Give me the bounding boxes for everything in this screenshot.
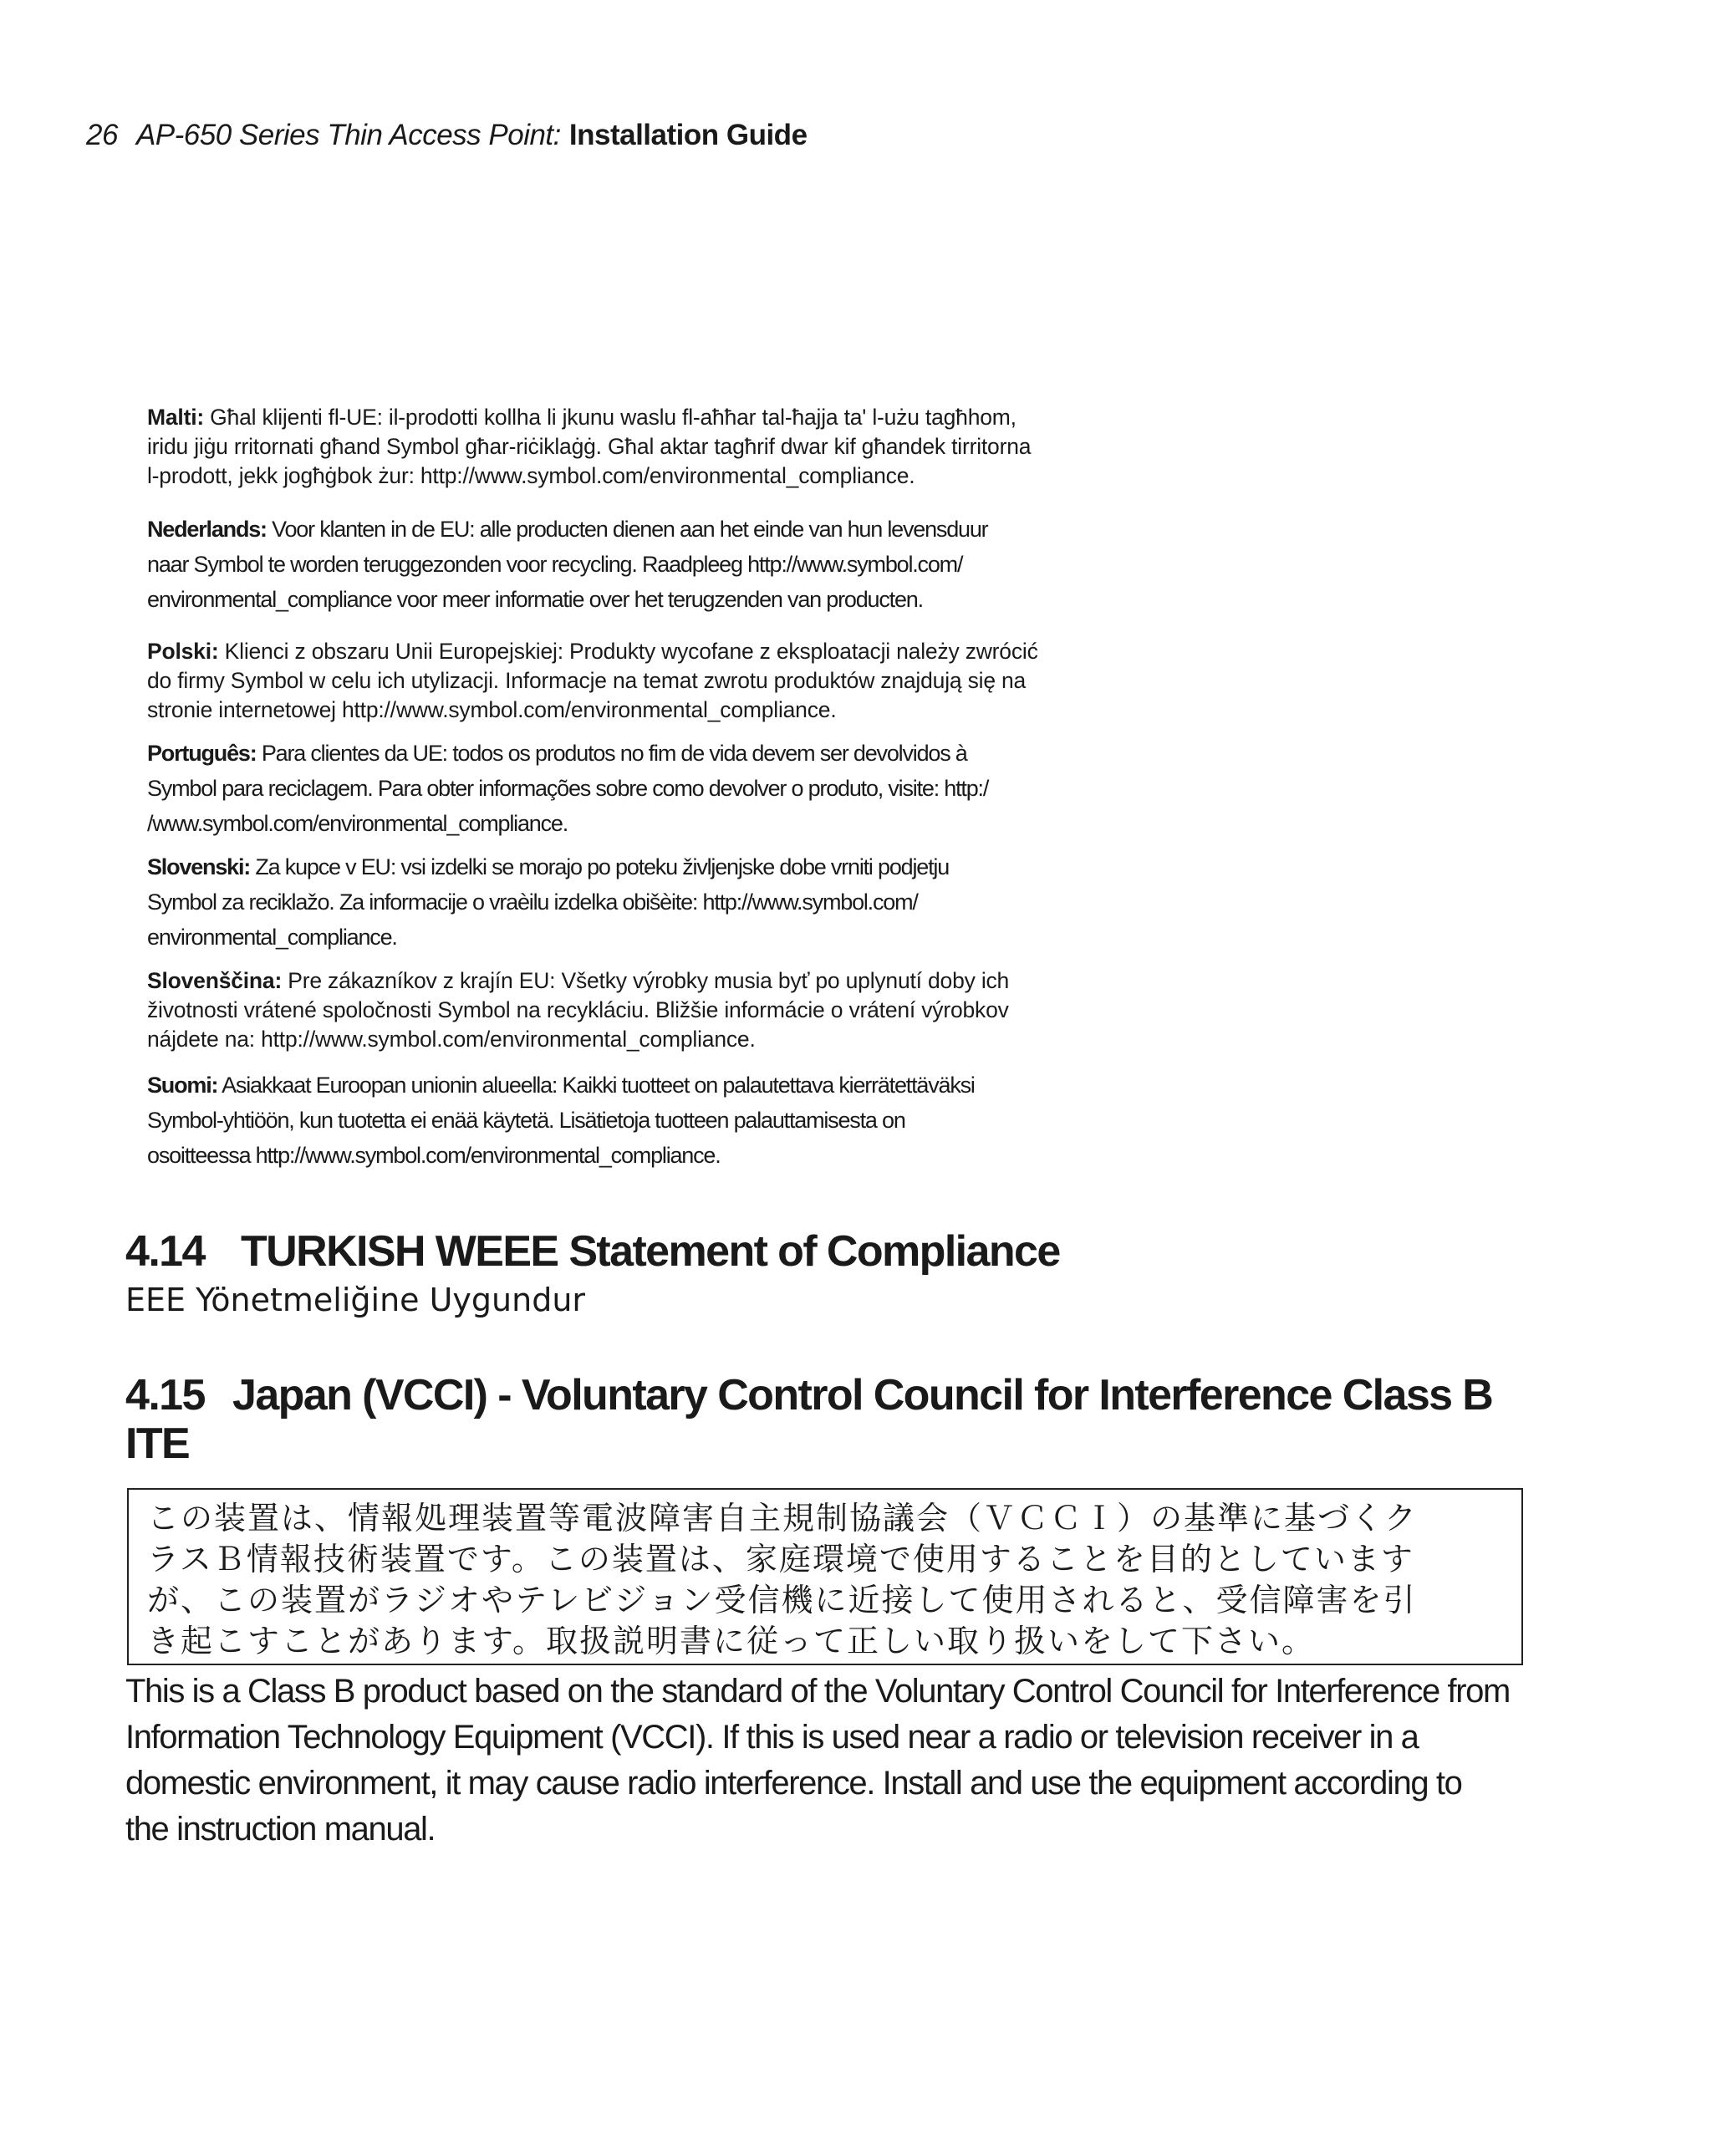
weee-slovenski-paragraph: Slovenski: Za kupce v EU: vsi izdelki se morajo po poteku življenjske dobe vrniti podjetju Symbol za reciklažo. Za informacije o vraèilu izdelka obišèite: http://www.symbol.com/ environmental_compliance.: [147, 854, 950, 950]
language-label: Slovenščina:: [147, 968, 283, 993]
language-label: Suomi:: [147, 1073, 218, 1098]
section-title-continued: ITE: [125, 1419, 190, 1468]
section-4-14-heading: [125, 1227, 1530, 1276]
language-label: Polski:: [147, 639, 219, 664]
japanese-line: き起こすことがあります。取扱説明書に従って正しい取り扱いをして下さい。: [147, 1623, 1315, 1659]
section-title: TURKISH WEEE Statement of Compliance: [241, 1227, 1060, 1276]
running-header: [86, 119, 808, 152]
language-label: Português:: [147, 741, 257, 766]
section-4-15-heading: [125, 1371, 1530, 1468]
language-label: Slovenski:: [147, 854, 251, 879]
book-title: AP-650 Series Thin Access Point:: [135, 119, 561, 151]
weee-portugues-paragraph: Português: Para clientes da UE: todos os produtos no fim de vida devem ser devolvidos à Symbol para reciclagem. Para obter informações sobre como devolver o produto, visite: http:/ /www.symbol.com/environmental_compliance.: [147, 741, 989, 836]
language-label: Nederlands:: [147, 517, 267, 542]
section-number: 4.14: [125, 1227, 205, 1276]
page-number: 26: [86, 119, 118, 151]
section-title: Japan (VCCI) - Voluntary Control Council for Interference Class B: [232, 1371, 1493, 1419]
weee-suomi-paragraph: Suomi: Asiakkaat Euroopan unionin alueella: Kaikki tuotteet on palautettava kierrätettäväksi Symbol-yhtiöön, kun tuotetta ei enää käytetä. Lisätietoja tuotteen palauttamisesta on osoitteessa http://www.symbol.com/environmental_compliance.: [147, 1073, 975, 1168]
section-number: 4.15: [125, 1371, 205, 1419]
weee-nederlands-paragraph: Nederlands: Voor klanten in de EU: alle producten dienen aan het einde van hun levensduur naar Symbol te worden teruggezonden voor recycling. Raadpleeg http://www.symbol.com/ environmental_compliance voor meer informatie over het terugzenden van producten.: [147, 517, 988, 612]
weee-malti-paragraph: Malti: Għal klijenti fl-UE: il-prodotti kollha li jkunu waslu fl-aħħar tal-ħajja ta' l-użu tagħhom, iridu jiġu rritornati għand Symbol għar-riċiklaġġ. Għal aktar tagħrif dwar kif għandek tirritorna l-prodott, jekk jogħġbok żur: http://www.symbol.com/environmental_compliance.: [147, 405, 1032, 488]
section-4-14-subtitle: EEE Yönetmeliğine Uygundur: [125, 1282, 586, 1318]
japanese-line: が、この装置がラジオやテレビジョン受信機に近接して使用されると、受信障害を引: [147, 1582, 1417, 1618]
weee-slovencina-paragraph: Slovenščina: Pre zákazníkov z krajín EU: Všetky výrobky musia byť po uplynutí doby ich životnosti vrátené spoločnosti Symbol na recykláciu. Bližšie informácie o vrátení výrobkov nájdete na: http://www.symbol.com/environmental_compliance.: [147, 968, 1010, 1052]
vcci-japanese-statement-box: [127, 1488, 1523, 1665]
language-label: Malti:: [147, 405, 204, 430]
guide-title: Installation Guide: [568, 119, 808, 151]
japanese-line: ラスＢ情報技術装置です。この装置は、家庭環境で使用することを目的としています: [147, 1541, 1414, 1577]
vcci-english-statement: This is a Class B product based on the standard of the Voluntary Control Council for Interference from Information Technology Equipment (VCCI). If this is used near a radio or television receiver in a domestic environment, it may cause radio interference. Install and use the equipment according to the instruction manual.: [125, 1673, 1510, 1848]
japanese-line: この装置は、情報処理装置等電波障害自主規制協議会（ＶＣＣＩ）の基準に基づくク: [147, 1500, 1419, 1537]
weee-polski-paragraph: Polski: Klienci z obszaru Unii Europejskiej: Produkty wycofane z eksploatacji należy zwrócić do firmy Symbol w celu ich utylizacji. Informacje na temat zwrotu produktów znajdują się na stronie internetowej http://www.symbol.com/environmental_compliance.: [147, 639, 1038, 722]
